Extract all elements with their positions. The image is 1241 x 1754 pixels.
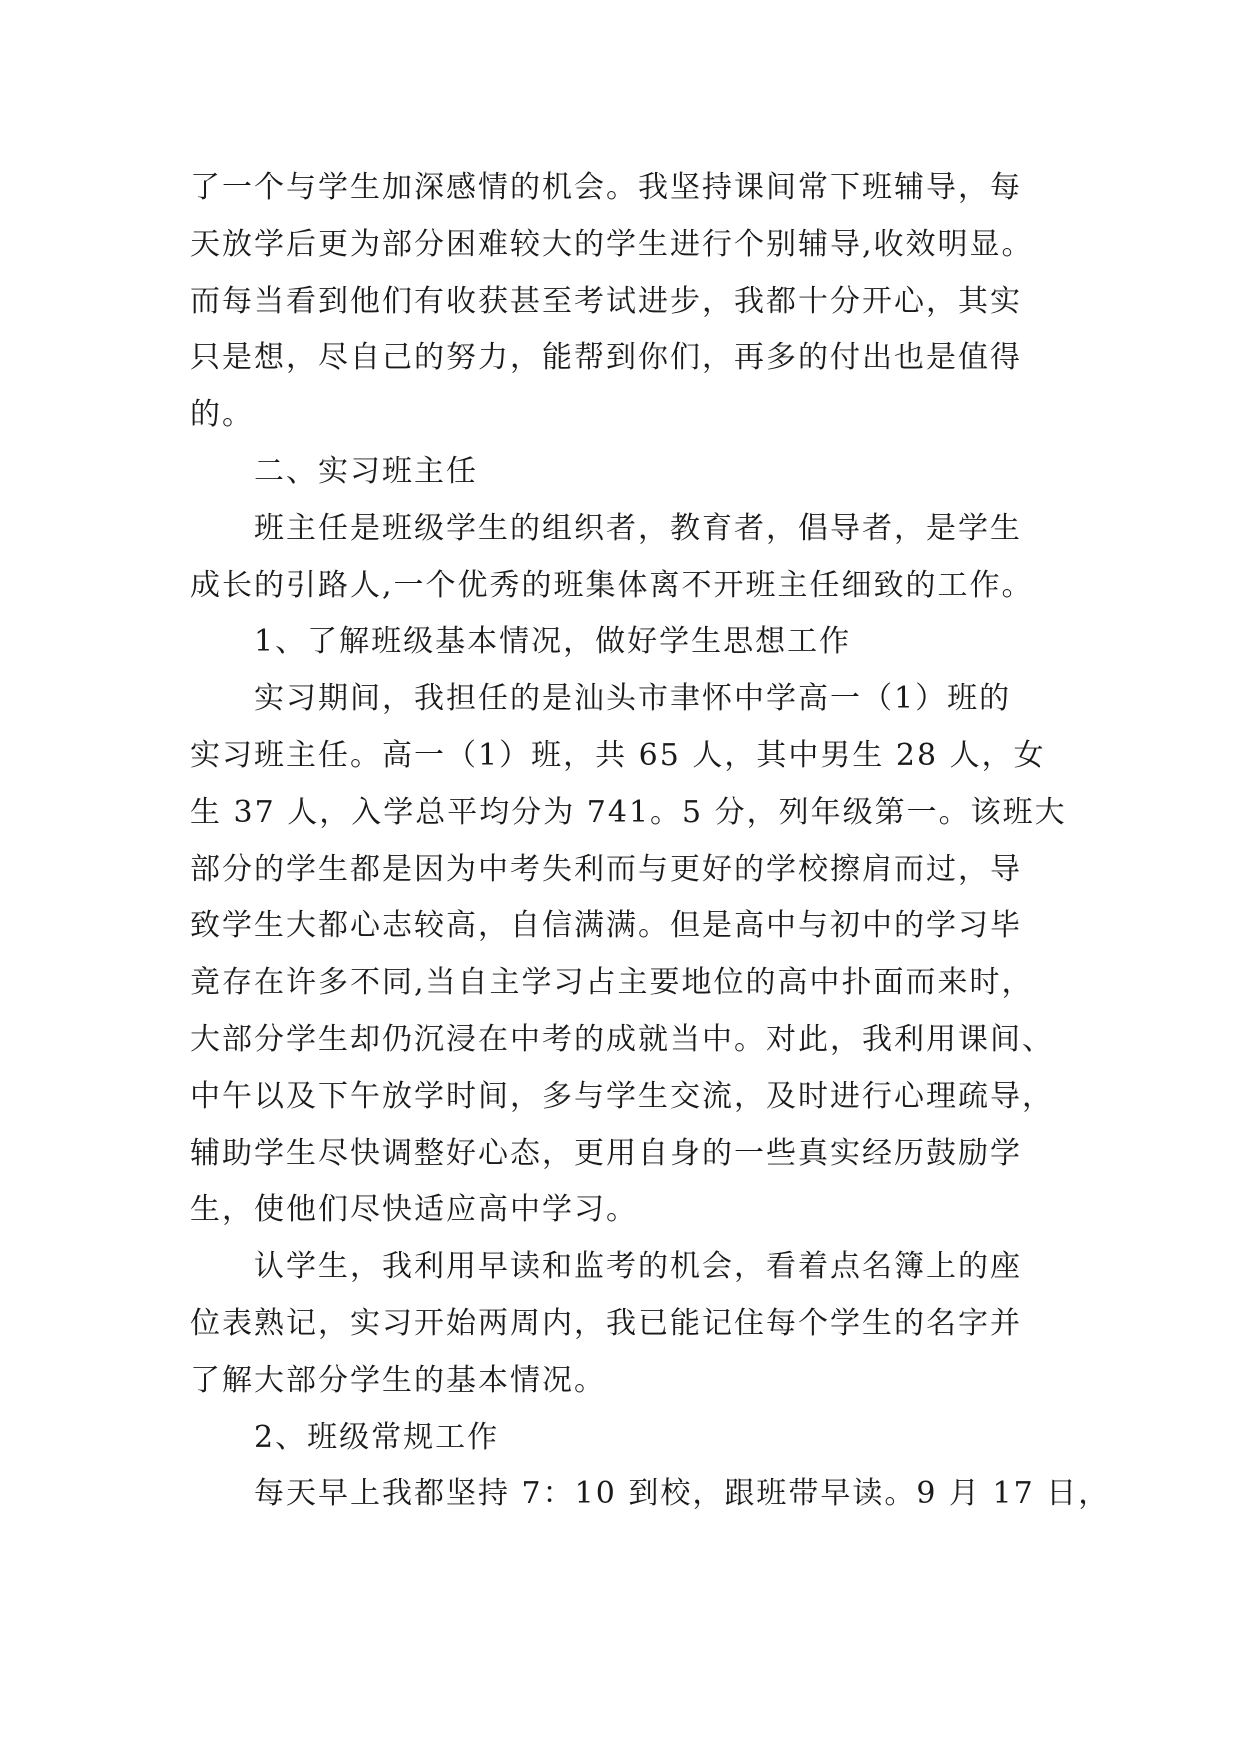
text-line: 的。 [190, 397, 254, 433]
text-line: 而每当看到他们有收获甚至考试进步，我都十分开心，其实 [190, 283, 1022, 319]
text-line: 实习班主任。高一（1）班，共 65 人，其中男生 28 人，女 [190, 737, 1046, 773]
text-line: 生 37 人，入学总平均分为 741。5 分，列年级第一。该班大 [190, 794, 1067, 830]
text-line: 竟存在许多不同,当自主学习占主要地位的高中扑面而来时， [190, 965, 1034, 1001]
subsection-heading: 1、了解班级基本情况，做好学生思想工作 [254, 624, 852, 660]
text-line: 实习期间，我担任的是汕头市聿怀中学高一（1）班的 [254, 681, 1012, 717]
text-line: 班主任是班级学生的组织者，教育者，倡导者，是学生 [254, 510, 1022, 546]
text-line: 辅助学生尽快调整好心态，更用自身的一些真实经历鼓励学 [190, 1135, 1022, 1171]
text-line: 部分的学生都是因为中考失利而与更好的学校擦肩而过，导 [190, 851, 1022, 887]
text-line: 生，使他们尽快适应高中学习。 [190, 1192, 638, 1228]
text-line: 了解大部分学生的基本情况。 [190, 1362, 606, 1398]
text-line: 了一个与学生加深感情的机会。我坚持课间常下班辅导，每 [190, 170, 1022, 205]
text-line: 只是想，尽自己的努力，能帮到你们，再多的付出也是值得 [190, 340, 1022, 376]
text-line: 天放学后更为部分困难较大的学生进行个别辅导,收效明显。 [190, 226, 1034, 262]
text-line: 位表熟记，实习开始两周内，我已能记住每个学生的名字并 [190, 1305, 1022, 1341]
document-body [190, 160, 1111, 1523]
section-heading: 二、实习班主任 [254, 453, 478, 489]
text-line: 成长的引路人,一个优秀的班集体离不开班主任细致的工作。 [190, 567, 1034, 603]
text-line: 认学生，我利用早读和监考的机会，看着点名簿上的座 [254, 1249, 1022, 1285]
subsection-heading: 2、班级常规工作 [254, 1419, 500, 1455]
text-line: 致学生大都心志较高，自信满满。但是高中与初中的学习毕 [190, 908, 1022, 944]
text-line: 大部分学生却仍沉浸在中考的成就当中。对此，我利用课间、 [190, 1021, 1054, 1057]
text-line: 中午以及下午放学时间，多与学生交流，及时进行心理疏导， [190, 1078, 1054, 1114]
text-line: 每天早上我都坚持 7：10 到校，跟班带早读。9 月 17 日， [254, 1476, 1111, 1512]
